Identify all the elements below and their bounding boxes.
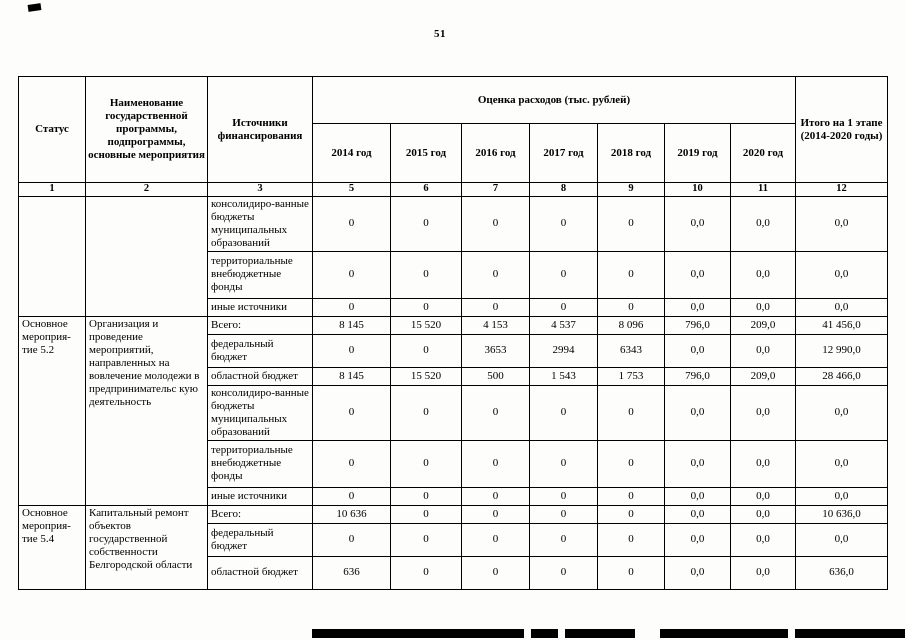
value-cell: 0,0 — [665, 523, 731, 556]
value-cell: 28 466,0 — [796, 367, 888, 385]
value-cell: 0 — [530, 556, 598, 589]
value-cell: 0 — [391, 505, 462, 523]
value-cell: 0 — [462, 487, 530, 505]
value-cell: 0 — [391, 523, 462, 556]
header-year-2020: 2020 год — [731, 124, 796, 183]
value-cell: 0 — [598, 440, 665, 487]
value-cell: 0 — [530, 440, 598, 487]
value-cell: 0 — [391, 556, 462, 589]
value-cell: 0 — [462, 298, 530, 316]
funding-source-cell: иные источники — [208, 487, 313, 505]
value-cell: 0 — [391, 197, 462, 252]
value-cell: 0,0 — [731, 523, 796, 556]
scan-artifact-bar — [531, 629, 558, 638]
status-cell: Основное мероприя-тие 5.2 — [19, 316, 86, 505]
table-row — [19, 505, 888, 523]
scan-artifact-bar — [312, 629, 524, 638]
column-number: 5 — [313, 183, 391, 197]
value-cell: 0 — [530, 523, 598, 556]
value-cell: 0,0 — [665, 251, 731, 298]
value-cell: 0,0 — [796, 487, 888, 505]
value-cell: 0 — [598, 556, 665, 589]
value-cell: 0 — [313, 523, 391, 556]
value-cell: 3653 — [462, 334, 530, 367]
value-cell: 0,0 — [796, 197, 888, 252]
program-name-cell: Организация и проведение мероприятий, направленных на вовлечение молодежи в предпринимательс кую деятельность — [86, 316, 208, 505]
value-cell: 0 — [598, 505, 665, 523]
value-cell: 0 — [462, 556, 530, 589]
column-number: 12 — [796, 183, 888, 197]
value-cell: 0 — [598, 385, 665, 440]
value-cell: 0,0 — [731, 197, 796, 252]
scan-artifact-bar — [660, 629, 788, 638]
value-cell: 209,0 — [731, 316, 796, 334]
value-cell: 0 — [313, 334, 391, 367]
value-cell: 0 — [313, 251, 391, 298]
column-number: 3 — [208, 183, 313, 197]
value-cell: 796,0 — [665, 367, 731, 385]
table-row — [19, 197, 888, 252]
value-cell: 0 — [530, 385, 598, 440]
funding-source-cell: консолидиро-ванные бюджеты муниципальных образований — [208, 385, 313, 440]
value-cell: 0,0 — [731, 487, 796, 505]
value-cell: 0 — [462, 385, 530, 440]
funding-source-cell: областной бюджет — [208, 556, 313, 589]
value-cell: 8 096 — [598, 316, 665, 334]
page-number: 51 — [434, 28, 446, 40]
scan-artifact-bar — [565, 629, 635, 638]
value-cell: 0 — [313, 298, 391, 316]
header-year-2019: 2019 год — [665, 124, 731, 183]
value-cell: 0 — [391, 334, 462, 367]
value-cell: 0 — [598, 197, 665, 252]
column-number: 9 — [598, 183, 665, 197]
value-cell: 0 — [391, 487, 462, 505]
value-cell: 0 — [530, 197, 598, 252]
value-cell: 15 520 — [391, 367, 462, 385]
funding-source-cell: федеральный бюджет — [208, 523, 313, 556]
value-cell: 0,0 — [796, 251, 888, 298]
value-cell: 0,0 — [731, 505, 796, 523]
value-cell: 0,0 — [731, 251, 796, 298]
value-cell: 41 456,0 — [796, 316, 888, 334]
header-year-2018: 2018 год — [598, 124, 665, 183]
value-cell: 0,0 — [796, 298, 888, 316]
program-name-cell — [86, 197, 208, 317]
funding-source-cell: территориальные внебюджетные фонды — [208, 440, 313, 487]
column-number: 2 — [86, 183, 208, 197]
value-cell: 0 — [391, 298, 462, 316]
status-cell: Основное мероприя-тие 5.4 — [19, 505, 86, 589]
header-sources: Источники финансирования — [208, 77, 313, 183]
value-cell: 10 636,0 — [796, 505, 888, 523]
value-cell: 636 — [313, 556, 391, 589]
value-cell: 0 — [530, 251, 598, 298]
column-number: 1 — [19, 183, 86, 197]
header-expenses: Оценка расходов (тыс. рублей) — [313, 77, 796, 124]
value-cell: 0 — [313, 197, 391, 252]
funding-source-cell: областной бюджет — [208, 367, 313, 385]
value-cell: 636,0 — [796, 556, 888, 589]
value-cell: 0,0 — [665, 334, 731, 367]
column-number: 6 — [391, 183, 462, 197]
value-cell: 8 145 — [313, 316, 391, 334]
value-cell: 12 990,0 — [796, 334, 888, 367]
scan-artifact-mark — [28, 3, 42, 12]
value-cell: 796,0 — [665, 316, 731, 334]
value-cell: 209,0 — [731, 367, 796, 385]
value-cell: 0,0 — [731, 440, 796, 487]
value-cell: 0 — [598, 298, 665, 316]
funding-source-cell: федеральный бюджет — [208, 334, 313, 367]
value-cell: 0,0 — [665, 197, 731, 252]
status-cell — [19, 197, 86, 317]
funding-source-cell: Всего: — [208, 505, 313, 523]
value-cell: 0,0 — [796, 385, 888, 440]
value-cell: 0 — [462, 505, 530, 523]
value-cell: 0 — [462, 440, 530, 487]
value-cell: 0 — [391, 251, 462, 298]
value-cell: 4 153 — [462, 316, 530, 334]
funding-source-cell: территориальные внебюджетные фонды — [208, 251, 313, 298]
value-cell: 0 — [530, 487, 598, 505]
value-cell: 0 — [313, 385, 391, 440]
scan-artifact-bar — [795, 629, 905, 638]
value-cell: 10 636 — [313, 505, 391, 523]
value-cell: 1 543 — [530, 367, 598, 385]
budget-table-body — [19, 197, 888, 590]
header-year-2014: 2014 год — [313, 124, 391, 183]
value-cell: 2994 — [530, 334, 598, 367]
value-cell: 0 — [391, 440, 462, 487]
column-number: 10 — [665, 183, 731, 197]
funding-source-cell: иные источники — [208, 298, 313, 316]
header-year-2017: 2017 год — [530, 124, 598, 183]
column-number-row — [19, 183, 888, 197]
header-year-2016: 2016 год — [462, 124, 530, 183]
value-cell: 1 753 — [598, 367, 665, 385]
value-cell: 0,0 — [665, 505, 731, 523]
header-row-top — [19, 77, 888, 124]
value-cell: 0 — [313, 487, 391, 505]
value-cell: 0,0 — [731, 334, 796, 367]
value-cell: 0,0 — [796, 523, 888, 556]
value-cell: 0,0 — [665, 487, 731, 505]
value-cell: 0 — [598, 251, 665, 298]
value-cell: 0 — [391, 385, 462, 440]
budget-table — [18, 76, 888, 590]
funding-source-cell: консолидиро-ванные бюджеты муниципальных образований — [208, 197, 313, 252]
value-cell: 0,0 — [731, 298, 796, 316]
table-row — [19, 316, 888, 334]
column-number: 7 — [462, 183, 530, 197]
header-year-2015: 2015 год — [391, 124, 462, 183]
value-cell: 0,0 — [665, 385, 731, 440]
value-cell: 0,0 — [665, 556, 731, 589]
value-cell: 0 — [598, 487, 665, 505]
value-cell: 0 — [462, 523, 530, 556]
value-cell: 0 — [462, 251, 530, 298]
value-cell: 0,0 — [731, 385, 796, 440]
column-number: 11 — [731, 183, 796, 197]
value-cell: 0 — [313, 440, 391, 487]
value-cell: 0 — [598, 523, 665, 556]
value-cell: 0 — [530, 298, 598, 316]
value-cell: 6343 — [598, 334, 665, 367]
header-status: Статус — [19, 77, 86, 183]
value-cell: 0 — [462, 197, 530, 252]
value-cell: 0,0 — [665, 440, 731, 487]
program-name-cell: Капитальный ремонт объектов государственной собственности Белгородской области — [86, 505, 208, 589]
funding-source-cell: Всего: — [208, 316, 313, 334]
value-cell: 0,0 — [796, 440, 888, 487]
value-cell: 0 — [530, 505, 598, 523]
value-cell: 8 145 — [313, 367, 391, 385]
value-cell: 0,0 — [665, 298, 731, 316]
header-program-name: Наименование государственной программы, подпрограммы, основные мероприятия — [86, 77, 208, 183]
value-cell: 500 — [462, 367, 530, 385]
header-total: Итого на 1 этапе (2014-2020 годы) — [796, 77, 888, 183]
value-cell: 4 537 — [530, 316, 598, 334]
value-cell: 0,0 — [731, 556, 796, 589]
column-number: 8 — [530, 183, 598, 197]
value-cell: 15 520 — [391, 316, 462, 334]
